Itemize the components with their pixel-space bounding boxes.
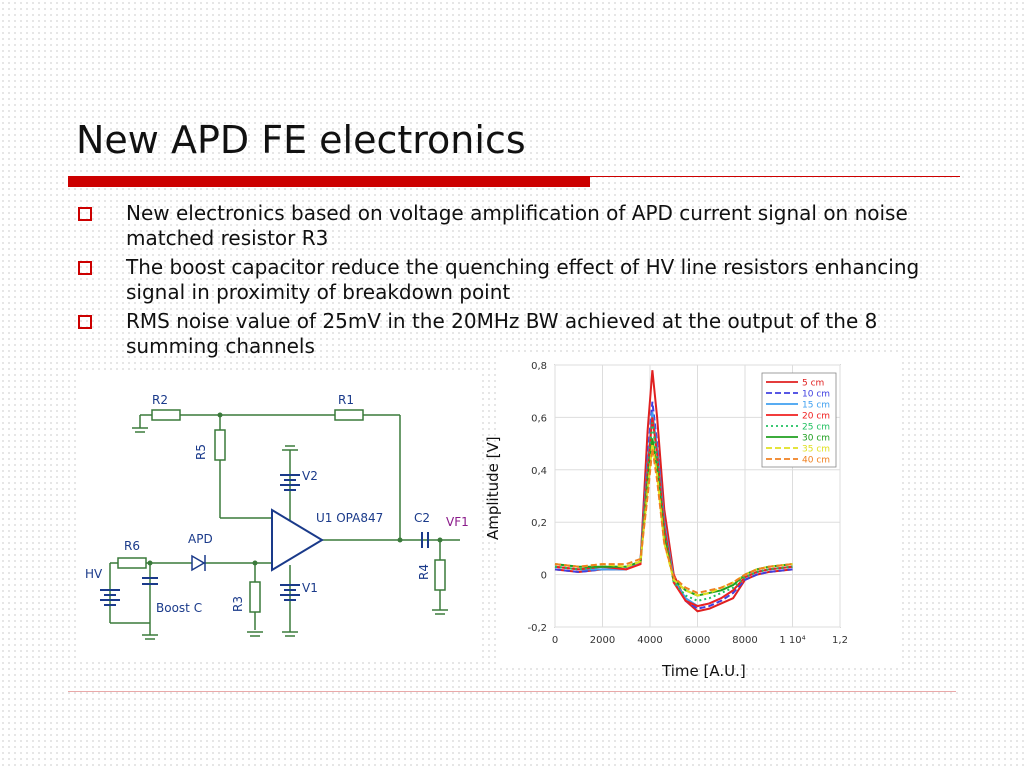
x-tick-label: 2000 <box>589 635 616 646</box>
label-r2: R2 <box>152 393 168 407</box>
bullet-text: The boost capacitor reduce the quenching effect of HV line resistors enhancing signal in proximity of breakdown point <box>126 255 920 304</box>
x-tick-label: 1,2 <box>832 635 848 646</box>
square-bullet-icon <box>78 261 92 275</box>
bullet-list <box>76 201 946 363</box>
slide-title: New APD FE electronics <box>76 118 526 162</box>
legend-label: 10 cm <box>802 389 831 400</box>
label-r5: R5 <box>194 444 208 460</box>
title-underline-line <box>590 176 960 177</box>
label-boost-c: Boost C <box>156 601 203 615</box>
legend-label: 20 cm <box>802 411 831 422</box>
label-c2: C2 <box>414 511 431 525</box>
y-tick-label: 0,8 <box>531 361 547 372</box>
y-tick-label: 0 <box>540 570 547 582</box>
title-underline-bar <box>68 176 590 187</box>
label-v1: V1 <box>302 581 318 595</box>
label-r3: R3 <box>231 596 245 612</box>
square-bullet-icon <box>78 315 92 329</box>
label-hv: HV <box>85 567 103 581</box>
x-tick-label: 1 10⁴ <box>779 635 806 646</box>
pulse-chart <box>500 355 900 685</box>
bullet-text: RMS noise value of 25mV in the 20MHz BW achieved at the output of the 8 summing channels <box>126 309 878 358</box>
bullet-item <box>76 255 946 305</box>
legend-label: 25 cm <box>802 422 831 433</box>
legend-label: 5 cm <box>802 378 825 389</box>
x-axis-label: Time [A.U.] <box>662 662 746 680</box>
label-v2: V2 <box>302 469 318 483</box>
x-tick-label: 8000 <box>732 635 758 646</box>
y-tick-label: 0,4 <box>531 465 547 477</box>
label-r1: R1 <box>338 393 354 407</box>
y-tick-label: 0,2 <box>531 518 547 530</box>
legend-label: 40 cm <box>802 455 831 466</box>
legend-label: 35 cm <box>802 444 831 455</box>
circuit-schematic <box>80 370 480 660</box>
square-bullet-icon <box>78 207 92 221</box>
x-tick-label: 4000 <box>637 635 663 646</box>
legend-label: 30 cm <box>802 433 831 444</box>
label-opamp: U1 OPA847 <box>316 511 384 525</box>
bullet-text: New electronics based on voltage amplification of APD current signal on noise matched resistor R3 <box>126 201 908 250</box>
bullet-item <box>76 201 946 251</box>
legend-label: 15 cm <box>802 400 831 411</box>
y-tick-label: -0,2 <box>527 623 547 634</box>
label-r4: R4 <box>417 564 431 580</box>
label-r6: R6 <box>124 539 140 553</box>
label-vf1: VF1 <box>446 515 469 529</box>
x-tick-label: 6000 <box>684 635 711 646</box>
footer-divider <box>68 691 956 692</box>
x-tick-label: 0 <box>551 635 559 646</box>
y-axis-label: Amplitude [V] <box>484 436 502 540</box>
label-apd: APD <box>188 532 213 546</box>
y-tick-label: 0,6 <box>531 413 547 425</box>
bullet-item <box>76 309 946 359</box>
